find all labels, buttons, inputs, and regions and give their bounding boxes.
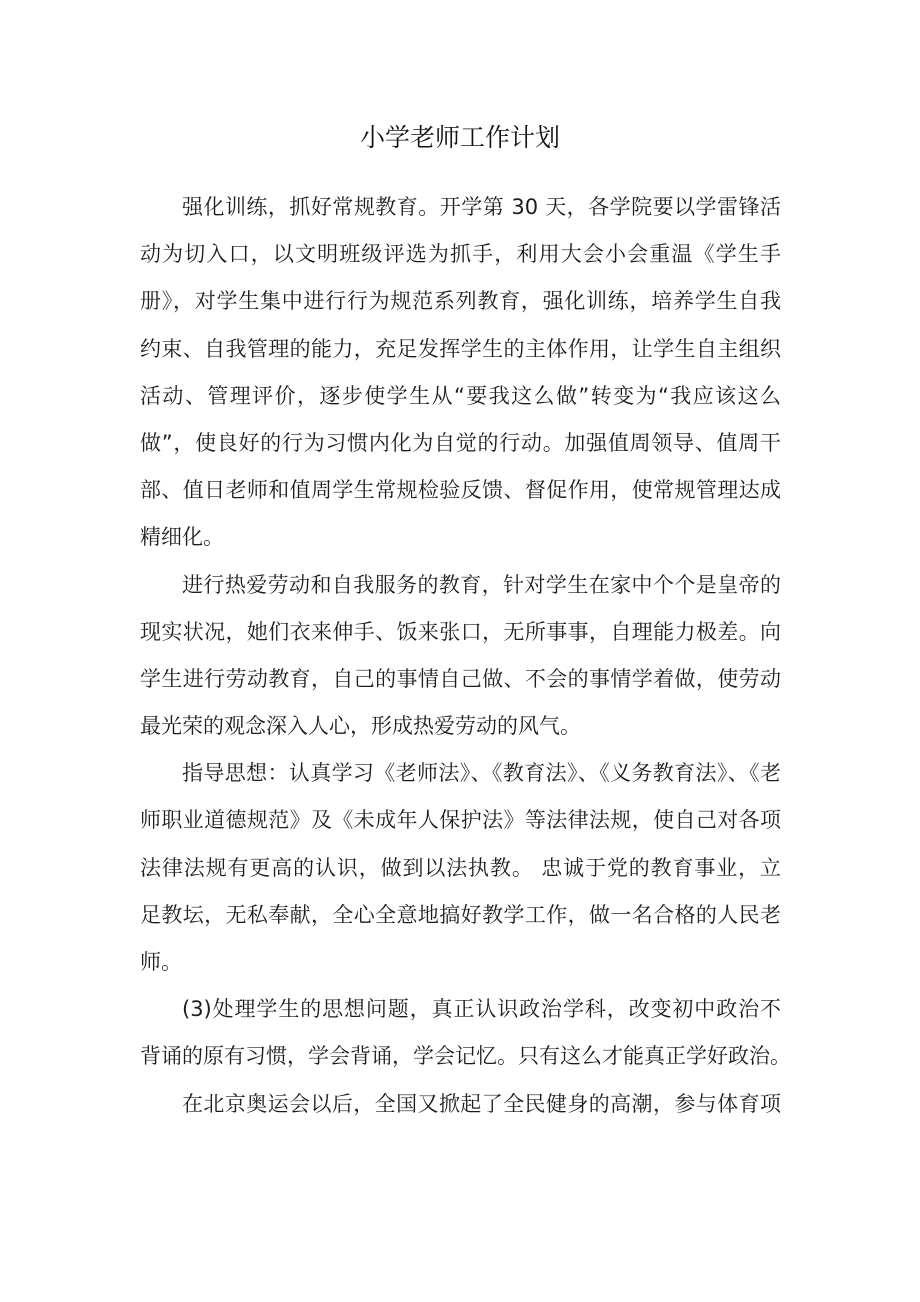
text-line: 强化训练，抓好常规教育。开学第 30 天，各学院要以学雷锋活 [182,195,781,219]
text-line: 指导思想：认真学习《老师法》、《教育法》、《义务教育法》、《老 [182,761,781,786]
text-line: 背诵的原有习惯，学会背诵，学会记忆。只有这么才能真正学好政治。 [140,1044,791,1069]
text-line: 最光荣的观念深入人心，形成热爱劳动的风气。 [140,714,581,739]
text-line: 师职业道德规范》及《未成年人保护法》等法律法规，使自己对各项 [140,808,781,833]
document-title: 小学老师工作计划 [359,123,560,152]
paragraph-1 [140,184,781,562]
text-line: 精细化。 [140,525,224,550]
paragraph-2 [140,562,781,751]
text-line: (3)处理学生的思想问题，真正认识政治学科，改变初中政治不 [182,997,781,1022]
paragraph-3 [140,750,781,986]
text-line: 现实状况，她们衣来伸手、饭来张口，无所事事，自理能力极差。向 [140,619,781,644]
text-line: 师。 [140,950,182,974]
text-line: 在北京奥运会以后，全国又掀起了全民健身的高潮，参与体育项 [182,1091,781,1116]
text-line: 法律法规有更高的认识，做到以法执教。 忠诚于党的教育事业，立 [140,855,781,880]
paragraph-5 [140,1081,781,1128]
text-line: 做”，使良好的行为习惯内化为自觉的行动。加强值周领导、值周干 [140,430,781,455]
text-line: 动为切入口，以文明班级评选为抓手，利用大会小会重温《学生手 [140,242,781,267]
text-line: 约束、自我管理的能力，充足发挥学生的主体作用，让学生自主组织 [140,336,781,361]
text-line: 足教坛，无私奉献，全心全意地搞好教学工作，做一名合格的人民老 [140,902,781,927]
text-line: 学生进行劳动教育，自己的事情自己做、不会的事情学着做，使劳动 [140,666,781,691]
text-line: 册》，对学生集中进行行为规范系列教育，强化训练，培养学生自我 [140,289,781,314]
document-body [140,184,791,1128]
text-line: 活动、管理评价，逐步使学生从“要我这么做”转变为“我应该这么 [140,383,781,408]
paragraph-4 [140,986,791,1080]
text-line: 部、值日老师和值周学生常规检验反馈、督促作用，使常规管理达成 [140,478,781,503]
text-line: 进行热爱劳动和自我服务的教育，针对学生在家中个个是皇帝的 [182,572,781,597]
